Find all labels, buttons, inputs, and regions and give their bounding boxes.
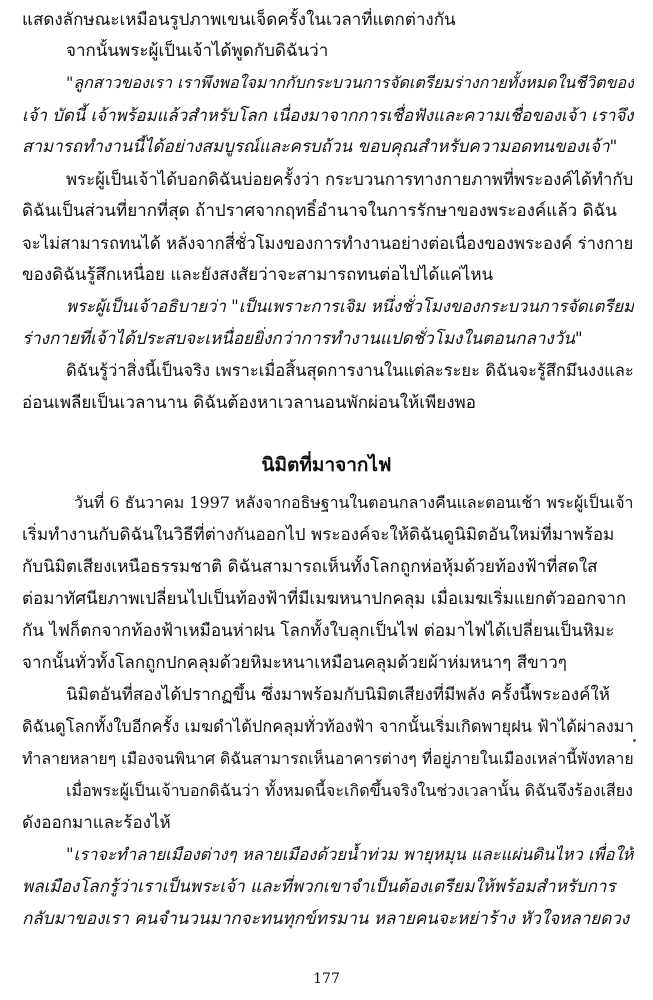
text-line: กัน ไฟก็ตกจากท้องฟ้าเหมือนห่าฝน โลกทั้งใบลุกเป็นไฟ ต่อมาไฟได้เปลี่ยนเป็นหิมะ [22, 621, 615, 641]
text-line: กับนิมิตเสียงเหนือธรรมชาติ ดิฉันสามารถเห็นทั้งโลกถูกห่อหุ้มด้วยท้องฟ้าที่สดใส [22, 557, 598, 577]
text-line: เริ่มทำงานกับดิฉันในวิธีที่ต่างกันออกไป พระองค์จะให้ดิฉันดูนิมิตอันใหม่ที่มาพร้อม [22, 525, 615, 545]
quote-line: ร่างกายที่เจ้าได้ประสบจะเหนื่อยยิ่งกว่าการทำงานแปดชั่วโมงในตอนกลางวัน" [22, 329, 583, 349]
text-line: แสดงลักษณะเหมือนรูปภาพเขนเจ็ดครั้งในเวลาที่แตกต่างกัน [22, 10, 456, 30]
text-line: พระผู้เป็นเจ้าได้บอกดิฉันบ่อยครั้งว่า กระบวนการทางกายภาพที่พระองค์ได้ทำกับ [66, 169, 634, 189]
text-line: เมื่อพระผู้เป็นเจ้าบอกดิฉันว่า ทั้งหมดนี้จะเกิดขึ้นจริงในช่วงเวลานั้น ดิฉันจึงร้องเสียง [66, 781, 634, 800]
text-line: จากนั้นทั่วทั้งโลกถูกปกคลุมด้วยหิมะหนาเหมือนคลุมด้วยผ้าห่มหนาๆ สีขาวๆ [22, 653, 567, 673]
margin-speck [633, 739, 636, 742]
text-line: ดิฉันรู้ว่าสิ่งนี้เป็นจริง เพราะเมื่อสิ้นสุดการงานในแต่ละระยะ ดิฉันจะรู้สึกมึนงงและ [66, 361, 634, 380]
quote-line: พลเมืองโลกรู้ว่าเราเป็นพระเจ้า และที่พวกเขาจำเป็นต้องเตรียมให้พร้อมสำหรับการ [22, 877, 616, 897]
text-line: จากนั้นพระผู้เป็นเจ้าได้พูดกับดิฉันว่า [66, 41, 329, 61]
quote-line: สามารถทำงานนี้ได้อย่างสมบูรณ์และครบถ้วน ขอบคุณสำหรับความอดทนของเจ้า" [22, 137, 618, 157]
text-line: ต่อมาทัศนียภาพเปลี่ยนไปเป็นท้องฟ้าที่มีเมฆหนาปกคลุม เมื่อเมฆเริ่มแยกตัวออกจาก [22, 589, 627, 609]
text-line: ทำลายหลายๆ เมืองจนพินาศ ดิฉันสามารถเห็นอาคารต่างๆ ที่อยู่ภายในเมืองเหล่านี้พังทลาย [22, 749, 634, 768]
text-line: อ่อนเพลียเป็นเวลานาน ดิฉันต้องหาเวลานอนพักผ่อนให้เพียงพอ [22, 393, 476, 413]
page-number: 177 [313, 971, 340, 987]
text-line: จะไม่สามารถทนได้ หลังจากสี่ชั่วโมงของการทำงานอย่างต่อเนื่องของพระองค์ ร่างกาย [22, 233, 634, 253]
quote-line: พระผู้เป็นเจ้าอธิบายว่า "เป็นเพราะการเจิม หนึ่งชั่วโมงของกระบวนการจัดเตรียม [66, 297, 634, 316]
quote-line: "เราจะทำลายเมืองต่างๆ หลายเมืองด้วยน้ำท่วม พายุหมุน และแผ่นดินไหว เพื่อให้ [66, 845, 634, 864]
text-line: ดิฉันเป็นส่วนที่ยากที่สุด ถ้าปราศจากฤทธิ์อำนาจในการรักษาของพระองค์แล้ว ดิฉัน [22, 201, 617, 221]
quote-line: เจ้า บัดนี้ เจ้าพร้อมแล้วสำหรับโลก เนื่องมาจากการเชื่อฟังและความเชื่อของเจ้า เราจึง [22, 105, 634, 125]
quote-line: กลับมาของเรา คนจำนวนมากจะทนทุกข์ทรมาน หลายคนจะหย่าร้าง หัวใจหลายดวง [22, 909, 630, 929]
text-line: ดิฉันดูโลกทั้งใบอีกครั้ง เมฆดำได้ปกคลุมทั่วท้องฟ้า จากนั้นเริ่มเกิดพายุฝน ฟ้าได้ผ่าลงมา [22, 717, 634, 736]
text-line: วันที่ 6 ธันวาคม 1997 หลังจากอธิษฐานในตอนกลางคืนและตอนเช้า พระผู้เป็นเจ้า [74, 493, 634, 512]
text-line: ดังออกมาและร้องไห้ [22, 813, 171, 833]
text-line: นิมิตอันที่สองได้ปรากฏขึ้น ซึ่งมาพร้อมกับนิมิตเสียงที่มีพลัง ครั้งนี้พระองค์ให้ [66, 685, 610, 705]
quote-line: "ลูกสาวของเรา เราพึงพอใจมากกับกระบวนการจัดเตรียมร่างกายทั้งหมดในชีวิตของ [66, 73, 634, 92]
text-line: ของดิฉันรู้สึกเหนื่อย และยังสงสัยว่าจะสามารถทนต่อไปได้แค่ไหน [22, 265, 494, 285]
section-heading: นิมิตที่มาจากไฟ [261, 454, 392, 476]
